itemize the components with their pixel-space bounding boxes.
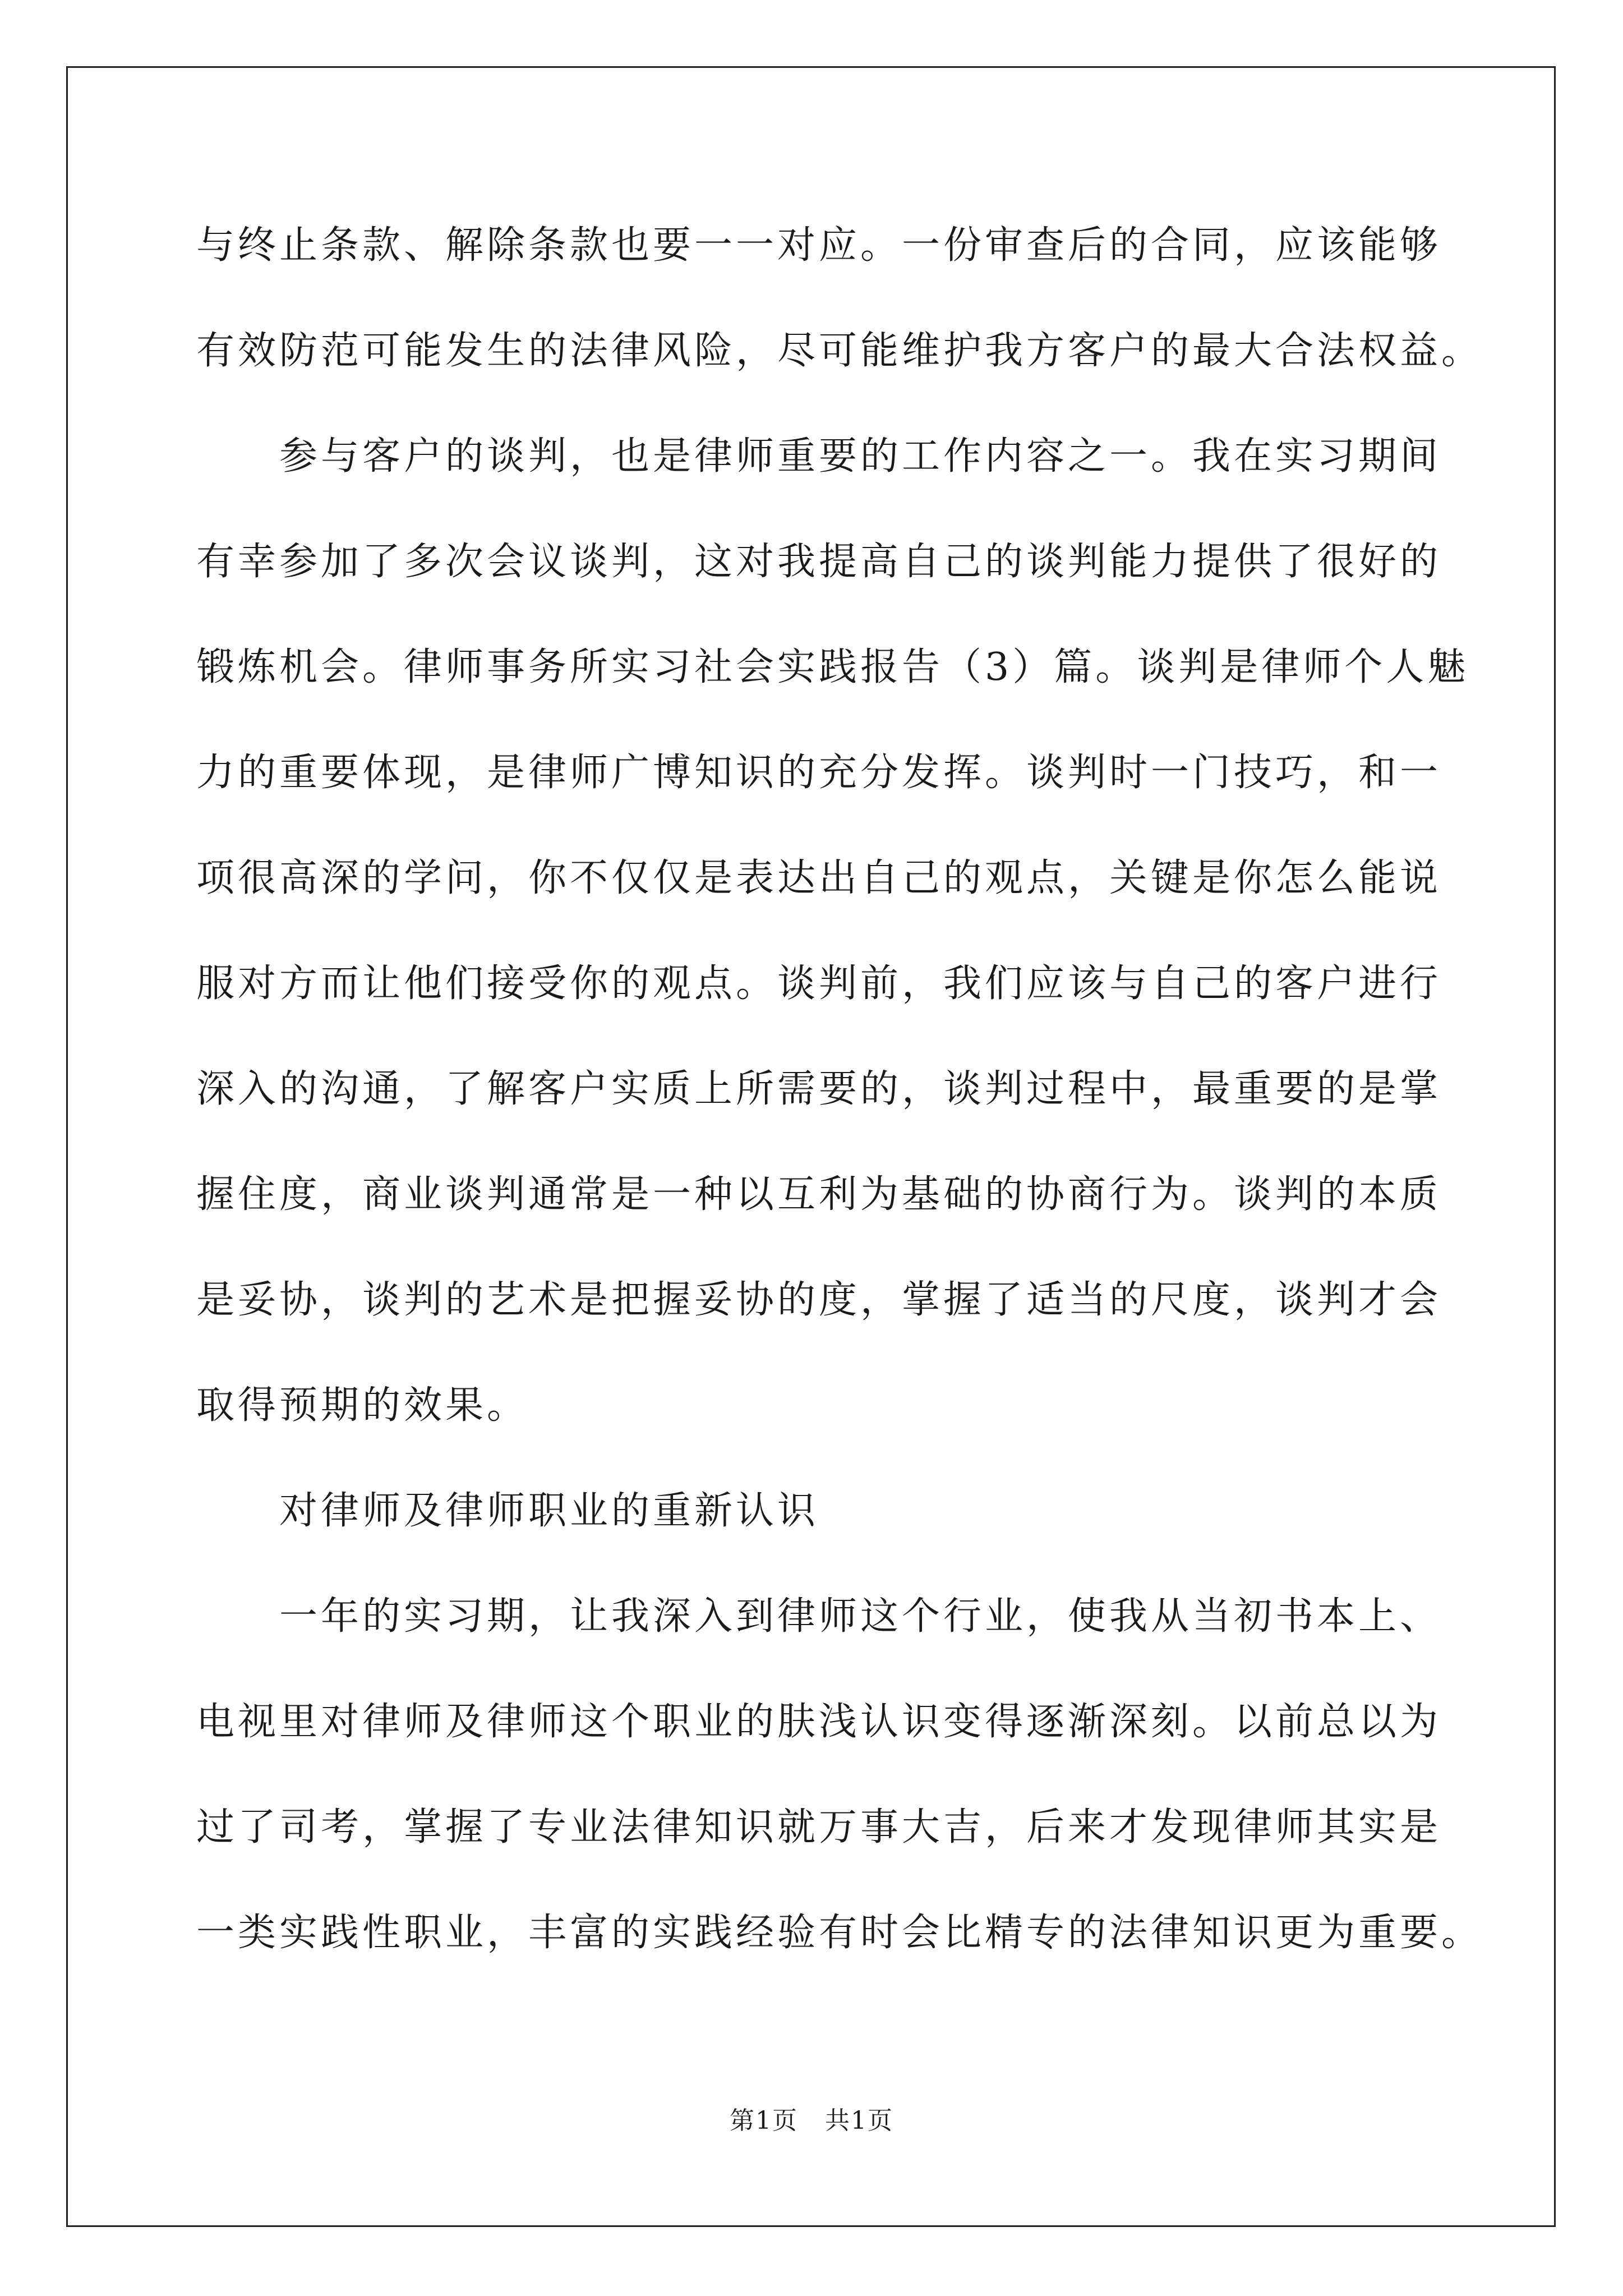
text-line: 取得预期的效果。	[196, 1383, 529, 1428]
text-line: 深入的沟通，了解客户实质上所需要的，谈判过程中，最重要的是掌	[196, 1067, 1442, 1111]
text-line: 一年的实习期，让我深入到律师这个行业，使我从当初书本上、	[279, 1594, 1442, 1639]
page-number-footer: 第1页 共1页	[730, 2106, 893, 2135]
text-line: 是妥协，谈判的艺术是把握妥协的度，掌握了适当的尺度，谈判才会	[196, 1278, 1442, 1322]
section-heading: 对律师及律师职业的重新认识	[279, 1489, 819, 1533]
text-line: 握住度，商业谈判通常是一种以互利为基础的协商行为。谈判的本质	[196, 1172, 1442, 1217]
text-line: 一类实践性职业，丰富的实践经验有时会比精专的法律知识更为重要。	[196, 1911, 1483, 1955]
text-line: 服对方而让他们接受你的观点。谈判前，我们应该与自己的客户进行	[196, 961, 1442, 1006]
text-line: 与终止条款、解除条款也要一一对应。一份审查后的合同，应该能够	[196, 223, 1442, 268]
text-line: 项很高深的学问，你不仅仅是表达出自己的观点，关键是你怎么能说	[196, 856, 1442, 900]
text-line: 有幸参加了多次会议谈判，这对我提高自己的谈判能力提供了很好的	[196, 540, 1442, 584]
text-line: 过了司考，掌握了专业法律知识就万事大吉，后来才发现律师其实是	[196, 1805, 1442, 1849]
text-line: 参与客户的谈判，也是律师重要的工作内容之一。我在实习期间	[279, 434, 1442, 478]
text-line: 力的重要体现，是律师广博知识的充分发挥。谈判时一门技巧，和一	[196, 751, 1442, 795]
document-body	[196, 212, 1483, 2005]
text-line: 锻炼机会。律师事务所实习社会实践报告（3）篇。谈判是律师个人魅	[196, 645, 1469, 689]
text-line: 电视里对律师及律师这个职业的肤浅认识变得逐渐深刻。以前总以为	[196, 1700, 1442, 1744]
text-line: 有效防范可能发生的法律风险，尽可能维护我方客户的最大合法权益。	[196, 329, 1483, 373]
